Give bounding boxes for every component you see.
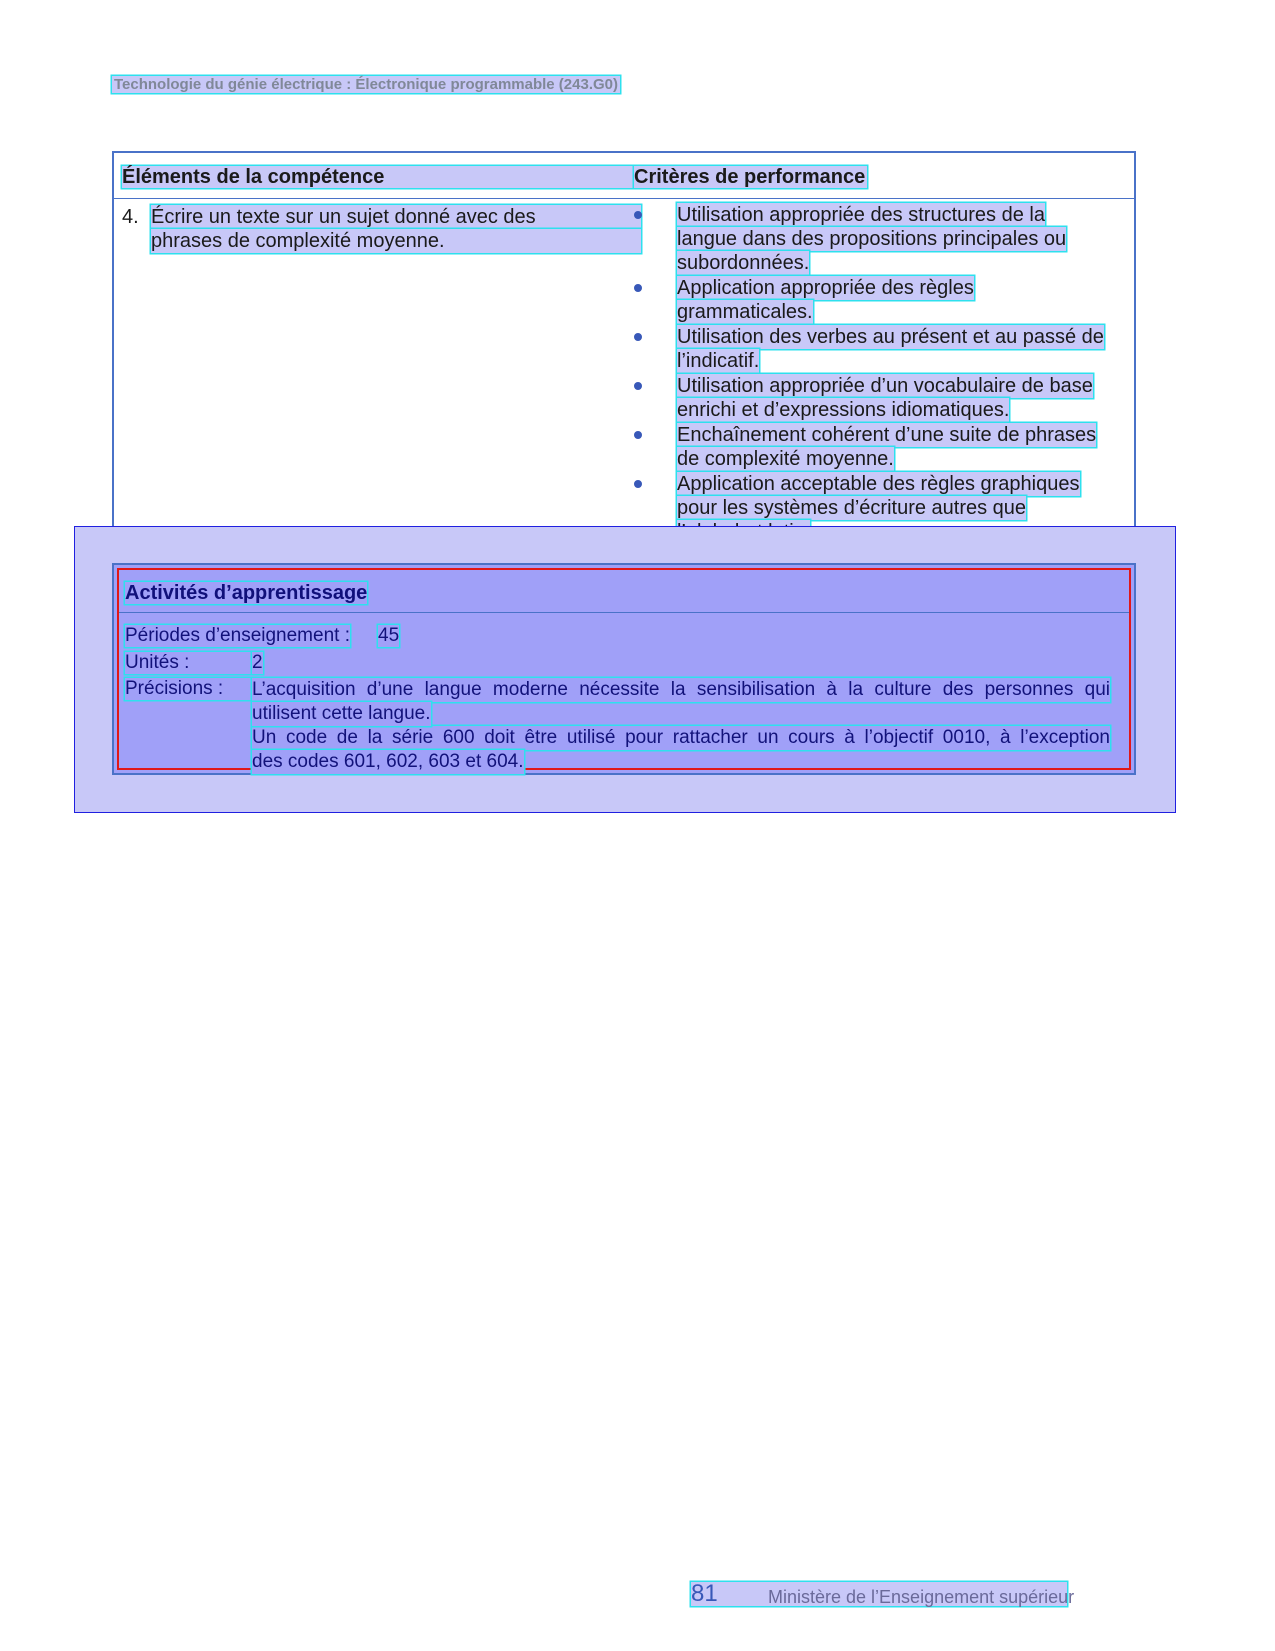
criterion-line: grammaticales.	[677, 301, 813, 323]
bullet-icon	[634, 480, 642, 488]
activities-red-box	[117, 568, 1131, 770]
criterion-item	[634, 325, 1134, 373]
competence-table-header	[114, 153, 1134, 199]
criterion-line: Utilisation appropriée d’un vocabulaire de base	[677, 375, 1093, 397]
criterion-line: Application appropriée des règles	[677, 277, 974, 299]
bullet-icon	[634, 431, 642, 439]
page-number: 81	[691, 1580, 718, 1607]
activities-table	[112, 563, 1136, 775]
bullet-icon	[634, 333, 642, 341]
criteria-list	[634, 203, 1134, 545]
precisions-row	[125, 678, 251, 700]
units-value: 2	[252, 652, 263, 673]
periods-label: Périodes d’enseignement :	[125, 625, 350, 646]
page-header-title: Technologie du génie électrique : Électronique programmable (243.G0)	[114, 76, 618, 93]
precisions-label: Précisions :	[125, 678, 251, 700]
criterion-item	[634, 374, 1134, 422]
page-footer	[691, 1580, 1075, 1607]
column-header-elements: Éléments de la compétence	[122, 166, 642, 188]
criterion-line: de complexité moyenne.	[677, 448, 894, 470]
criterion-line: langue dans des propositions principales ou	[677, 228, 1067, 250]
criterion-line: Utilisation des verbes au présent et au passé de	[677, 326, 1104, 348]
criterion-line: enrichi et d’expressions idiomatiques.	[677, 399, 1010, 421]
criterion-item	[634, 423, 1134, 471]
units-label: Unités :	[125, 652, 251, 674]
precisions-line: Un code de la série 600 doit être utilisé pour rattacher un cours à l’objectif 0010, à l’exception	[252, 727, 1110, 748]
periods-row	[125, 625, 400, 647]
criterion-line: subordonnées.	[677, 252, 810, 274]
criterion-item	[634, 203, 1134, 275]
precisions-line: utilisent cette langue.	[252, 703, 431, 724]
competence-table	[112, 151, 1136, 547]
footer-ministry: Ministère de l’Enseignement supérieur	[768, 1587, 1075, 1607]
precisions-text	[252, 678, 1110, 774]
precisions-line: des codes 601, 602, 603 et 604.	[252, 751, 524, 772]
precisions-line: L’acquisition d’une langue moderne nécessite la sensibilisation à la culture des personnes qui	[252, 679, 1110, 700]
bullet-icon	[634, 284, 642, 292]
bullet-icon	[634, 211, 642, 219]
units-row	[125, 652, 263, 674]
activities-header	[119, 570, 1129, 613]
criterion-line: Application acceptable des règles graphiques	[677, 473, 1080, 495]
criterion-item	[634, 276, 1134, 324]
column-header-criteria: Critères de performance	[634, 166, 866, 188]
criterion-line: Enchaînement cohérent d’une suite de phrases	[677, 424, 1097, 446]
periods-value: 45	[378, 625, 400, 646]
criterion-line: Utilisation appropriée des structures de la	[677, 204, 1045, 226]
criterion-line: pour les systèmes d’écriture autres que	[677, 497, 1027, 519]
element-number: 4.	[122, 206, 139, 228]
element-text-line: Écrire un texte sur un sujet donné avec des	[151, 205, 641, 229]
bullet-icon	[634, 382, 642, 390]
element-text-line: phrases de complexité moyenne.	[151, 229, 641, 253]
criterion-line: l’indicatif.	[677, 350, 760, 372]
activities-title: Activités d’apprentissage	[125, 582, 368, 604]
